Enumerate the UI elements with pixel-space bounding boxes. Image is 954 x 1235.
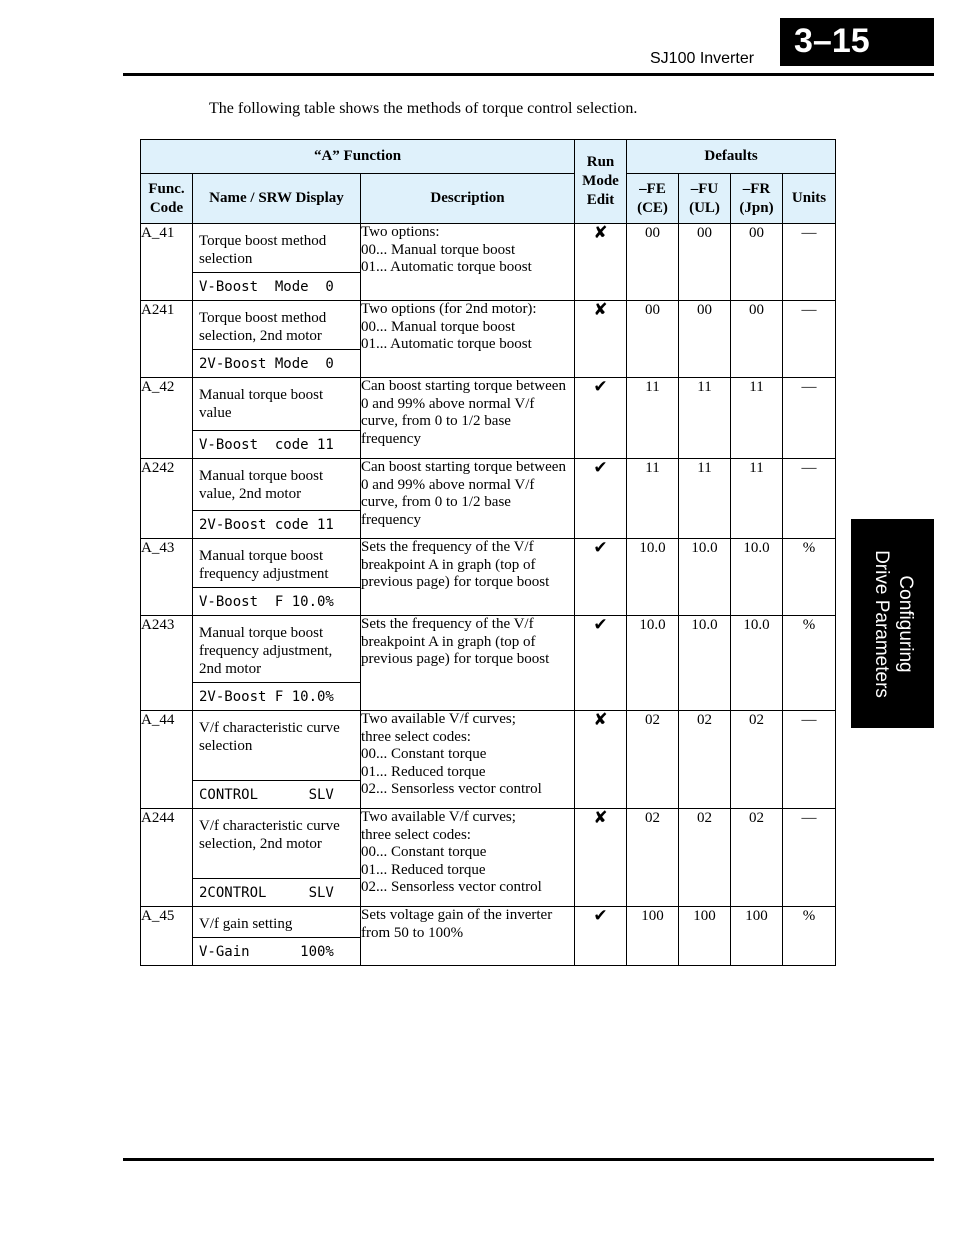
units-cell: %: [783, 907, 836, 966]
description-line: 01... Reduced torque: [361, 861, 486, 878]
parameter-name: V/f gain setting: [199, 916, 293, 932]
run-mode-edit-mark: ✘: [575, 809, 627, 907]
units-cell: %: [783, 616, 836, 711]
name-cell: [193, 224, 361, 301]
default-fr-cell: 11: [731, 378, 783, 459]
name-cell: [193, 378, 361, 459]
default-fr-cell: 02: [731, 809, 783, 907]
default-fu-cell: 00: [679, 301, 731, 378]
parameter-name: Manual torque boost frequency adjustment, 2nd motor: [199, 625, 333, 677]
default-fu-cell: 11: [679, 378, 731, 459]
header-name-srw: Name / SRW Display: [193, 174, 361, 224]
description-cell: [361, 301, 575, 378]
description-line: Can boost starting torque between 0 and 99% above normal V/f curve, from 0 to 1/2 base frequency: [361, 459, 566, 528]
page-number: 3–15: [794, 22, 870, 60]
default-fe-cell: 02: [627, 809, 679, 907]
run-mode-edit-mark: ✘: [575, 224, 627, 301]
parameter-name: Torque boost method selection, 2nd motor: [199, 310, 327, 344]
default-fr-cell: 00: [731, 224, 783, 301]
default-fe-cell: 00: [627, 301, 679, 378]
name-srw-stack: [193, 224, 360, 300]
table-row: [141, 378, 836, 459]
description-cell: [361, 378, 575, 459]
description-line: Two options (for 2nd motor):: [361, 301, 537, 317]
description-line: 01... Automatic torque boost: [361, 259, 532, 275]
description-line: 00... Constant torque: [361, 844, 487, 860]
name-cell: [193, 539, 361, 616]
header-fe: –FE (CE): [627, 174, 679, 224]
default-fr-cell: 11: [731, 459, 783, 539]
description-line: 01... Automatic torque boost: [361, 336, 532, 352]
name-cell: [193, 907, 361, 966]
table-row: [141, 459, 836, 539]
func-code-cell: A243: [141, 616, 193, 711]
description-cell: [361, 809, 575, 907]
name-srw-stack: [193, 616, 360, 710]
description-line: 00... Manual torque boost: [361, 318, 516, 335]
default-fu-cell: 00: [679, 224, 731, 301]
description-cell: [361, 459, 575, 539]
parameter-name: V/f characteristic curve selection, 2nd motor: [199, 818, 340, 852]
description-line: 00... Manual torque boost: [361, 241, 516, 258]
default-fr-cell: 10.0: [731, 616, 783, 711]
name-srw-stack: [193, 809, 360, 906]
header-run-mode-edit: Run Mode Edit: [575, 140, 627, 224]
name-srw-stack: [193, 459, 360, 538]
description-line: Two available V/f curves;: [361, 809, 516, 825]
table-row: [141, 809, 836, 907]
srw-display-text: V-Boost Mode 0: [193, 272, 360, 300]
func-code-cell: A_41: [141, 224, 193, 301]
units-cell: —: [783, 809, 836, 907]
run-mode-edit-mark: ✘: [575, 301, 627, 378]
parameter-name: Manual torque boost value: [199, 387, 324, 421]
default-fe-cell: 02: [627, 711, 679, 809]
parameter-name: Manual torque boost frequency adjustment: [199, 548, 329, 582]
run-mode-edit-mark: ✔: [575, 539, 627, 616]
description-line: 02... Sensorless vector control: [361, 879, 542, 895]
name-srw-stack: [193, 539, 360, 615]
description-line: 01... Reduced torque: [361, 763, 486, 780]
default-fu-cell: 11: [679, 459, 731, 539]
table-row: [141, 711, 836, 809]
table-row: [141, 907, 836, 966]
parameter-name: Manual torque boost value, 2nd motor: [199, 468, 324, 502]
table-row: [141, 301, 836, 378]
header-func-code: Func. Code: [141, 174, 193, 224]
run-mode-edit-mark: ✔: [575, 378, 627, 459]
name-srw-stack: [193, 711, 360, 808]
parameter-table: [140, 139, 836, 966]
header-fu: –FU (UL): [679, 174, 731, 224]
description-line: Sets voltage gain of the inverter from 50 to 100%: [361, 907, 553, 941]
srw-display-text: V-Boost code 11: [193, 430, 360, 458]
default-fe-cell: 00: [627, 224, 679, 301]
func-code-cell: A244: [141, 809, 193, 907]
default-fe-cell: 11: [627, 378, 679, 459]
run-mode-edit-mark: ✔: [575, 907, 627, 966]
header-description: Description: [361, 174, 575, 224]
side-tab-line1: Configuring: [894, 574, 916, 673]
description-line: 02... Sensorless vector control: [361, 781, 542, 797]
default-fr-cell: 10.0: [731, 539, 783, 616]
footer-rule: [123, 1158, 934, 1161]
default-fu-cell: 02: [679, 809, 731, 907]
default-fr-cell: 00: [731, 301, 783, 378]
units-cell: —: [783, 711, 836, 809]
header-fr: –FR (Jpn): [731, 174, 783, 224]
default-fu-cell: 100: [679, 907, 731, 966]
header-units: Units: [783, 174, 836, 224]
srw-display-text: CONTROL SLV: [193, 780, 360, 808]
description-line: Sets the frequency of the V/f breakpoint A in graph (top of previous page) for torque boost: [361, 539, 550, 590]
srw-display-text: 2V-Boost F 10.0%: [193, 682, 360, 710]
description-line: three select codes:: [361, 826, 471, 843]
default-fe-cell: 10.0: [627, 616, 679, 711]
default-fr-cell: 100: [731, 907, 783, 966]
units-cell: —: [783, 378, 836, 459]
func-code-cell: A_44: [141, 711, 193, 809]
srw-display-text: 2V-Boost code 11: [193, 510, 360, 538]
table-row: [141, 224, 836, 301]
srw-display-text: 2V-Boost Mode 0: [193, 349, 360, 377]
func-code-cell: A_43: [141, 539, 193, 616]
parameter-name: Torque boost method selection: [199, 233, 327, 267]
header-a-function: “A” Function: [141, 140, 575, 174]
description-line: Can boost starting torque between 0 and 99% above normal V/f curve, from 0 to 1/2 base frequency: [361, 378, 566, 447]
default-fe-cell: 11: [627, 459, 679, 539]
units-cell: —: [783, 459, 836, 539]
run-mode-edit-mark: ✘: [575, 711, 627, 809]
default-fu-cell: 10.0: [679, 616, 731, 711]
section-side-tab: [851, 519, 934, 728]
srw-display-text: V-Gain 100%: [193, 937, 360, 965]
units-cell: —: [783, 301, 836, 378]
name-cell: [193, 809, 361, 907]
description-line: Sets the frequency of the V/f breakpoint A in graph (top of previous page) for torque boost: [361, 616, 550, 667]
name-cell: [193, 616, 361, 711]
parameter-name: V/f characteristic curve selection: [199, 720, 340, 754]
name-cell: [193, 711, 361, 809]
func-code-cell: A241: [141, 301, 193, 378]
description-cell: [361, 224, 575, 301]
units-cell: —: [783, 224, 836, 301]
table-row: [141, 616, 836, 711]
description-cell: [361, 539, 575, 616]
header-rule: [123, 73, 934, 76]
default-fu-cell: 02: [679, 711, 731, 809]
units-cell: %: [783, 539, 836, 616]
description-line: Two options:: [361, 224, 440, 240]
description-cell: [361, 907, 575, 966]
default-fe-cell: 100: [627, 907, 679, 966]
page-number-box: [780, 18, 934, 66]
side-tab-line2: Drive Parameters: [870, 549, 892, 698]
table-row: [141, 539, 836, 616]
srw-display-text: V-Boost F 10.0%: [193, 587, 360, 615]
run-mode-edit-mark: ✔: [575, 459, 627, 539]
srw-display-text: 2CONTROL SLV: [193, 878, 360, 906]
description-cell: [361, 711, 575, 809]
name-srw-stack: [193, 907, 360, 965]
default-fr-cell: 02: [731, 711, 783, 809]
name-cell: [193, 301, 361, 378]
default-fu-cell: 10.0: [679, 539, 731, 616]
name-cell: [193, 459, 361, 539]
description-cell: [361, 616, 575, 711]
run-mode-edit-mark: ✔: [575, 616, 627, 711]
func-code-cell: A_42: [141, 378, 193, 459]
header-defaults: Defaults: [627, 140, 836, 174]
func-code-cell: A_45: [141, 907, 193, 966]
name-srw-stack: [193, 378, 360, 458]
document-header-title: SJ100 Inverter: [650, 50, 755, 67]
intro-text: The following table shows the methods of torque control selection.: [209, 100, 638, 117]
description-line: Two available V/f curves;: [361, 711, 516, 727]
default-fe-cell: 10.0: [627, 539, 679, 616]
name-srw-stack: [193, 301, 360, 377]
side-tab-label: [869, 550, 917, 698]
description-line: 00... Constant torque: [361, 746, 487, 762]
func-code-cell: A242: [141, 459, 193, 539]
description-line: three select codes:: [361, 728, 471, 745]
